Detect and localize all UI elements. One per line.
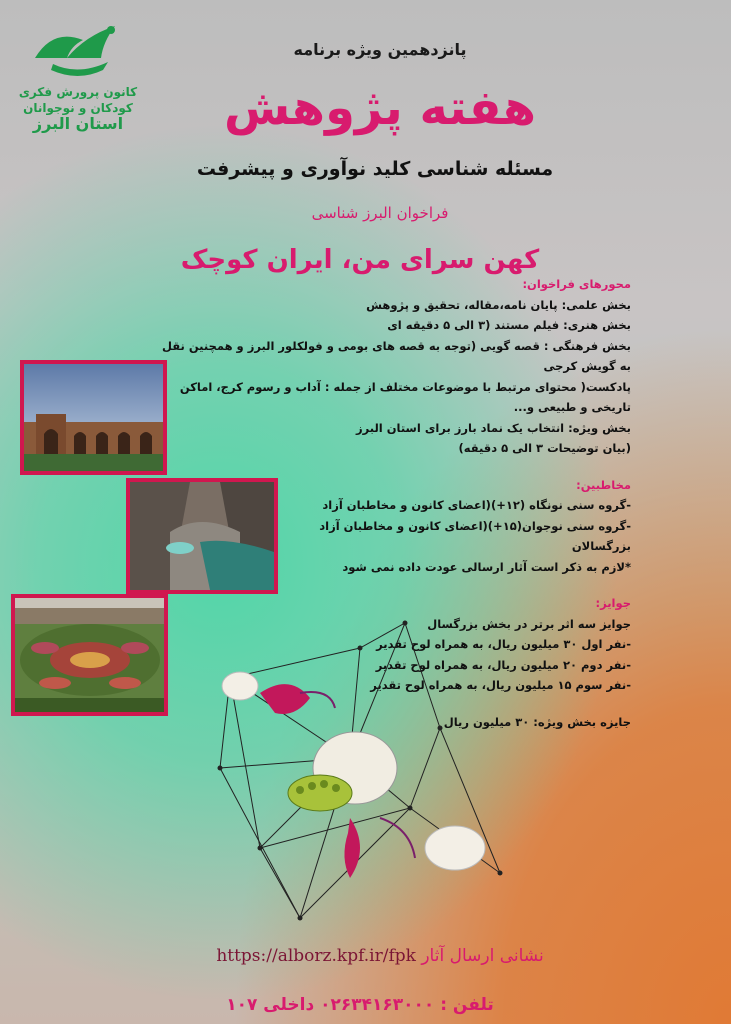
logo [18,18,138,132]
topic-line: بخش فرهنگی : قصه گویی (توجه به قصه های بومی و فولکلور البرز و همچنین نقل به گویش کرجی [161,338,631,373]
photo-historic-building [20,360,167,475]
audience-line: -گروه سنی نوجوان(۱۵+)(اعضای کانون و مخاطبان آزاد [319,518,631,533]
kanoon-bird-logo-icon [23,18,133,80]
audience-line: بزرگسالان [571,539,631,553]
topic-line: بخش ویژه: انتخاب یک نماد بارز برای استان البرز [356,420,631,435]
prizes-heading: جوایز: [595,596,631,610]
page-title: هفته پژوهش [223,80,537,136]
caterpillar-cocoon-illustration [200,618,520,928]
topic-line: بخش هنری: فیلم مستند (۳ الی ۵ دقیقه ای [387,318,631,332]
topic-line: بخش علمی: پایان نامه،مقاله، تحقیق و پژوهش [366,297,631,312]
logo-line-3: استان البرز [32,114,124,133]
call-name: فراخوان البرز شناسی [311,204,449,222]
prize-line: -نفر دوم ۲۰ میلیون ریال، به همراه لوح تقدیر [375,657,631,672]
audience-line: -گروه سنی نونگاه (۱۲+)(اعضای کانون و مخاطبان آزاد [322,498,631,512]
prize-line: جوایز سه اثر برتر در بخش بزرگسال [427,616,631,631]
prize-line: -نفر اول ۳۰ میلیون ریال، به همراه لوح تقدیر [376,637,631,651]
logo-line-2: کودکان و نوجوانان [23,101,133,115]
submission-url-label: نشانی ارسال آثار [421,946,544,966]
topic-line: (بیان توضیحات ۳ الی ۵ دقیقه) [458,441,631,455]
pretitle: پانزدهمین ویژه برنامه [293,40,467,59]
slogan: کهن سرای من، ایران کوچک [180,245,540,275]
audience-line: *لازم به ذکر است آثار ارسالی عودت داده نمی شود [342,559,631,574]
logo-line-1: کانون پرورش فکری [18,85,138,99]
phone-number: تلفن : ۰۲۶۳۴۱۶۳۰۰۰ داخلی ۱۰۷ [226,995,494,1015]
submission-address [150,946,610,966]
prize-line: -نفر سوم ۱۵ میلیون ریال، به همراه لوح تقدیر [370,678,631,692]
subtitle: مسئله شناسی کلید نوآوری و پیشرفت [196,158,554,180]
audience-heading: مخاطبین: [576,477,631,492]
submission-url-link[interactable]: https://alborz.kpf.ir/fpk [216,946,416,966]
special-prize: جایزه بخش ویژه: ۳۰ میلیون ریال [443,714,631,729]
topic-line: پادکست( محتوای مرتبط با موضوعات مختلف از جمله : آداب و رسوم کرج، اماکن تاریخی و طبیعی و... [179,379,631,414]
topics-heading: محورهای فراخوان: [522,277,631,291]
photo-dam [126,478,278,594]
photo-flower-garden [11,594,168,716]
